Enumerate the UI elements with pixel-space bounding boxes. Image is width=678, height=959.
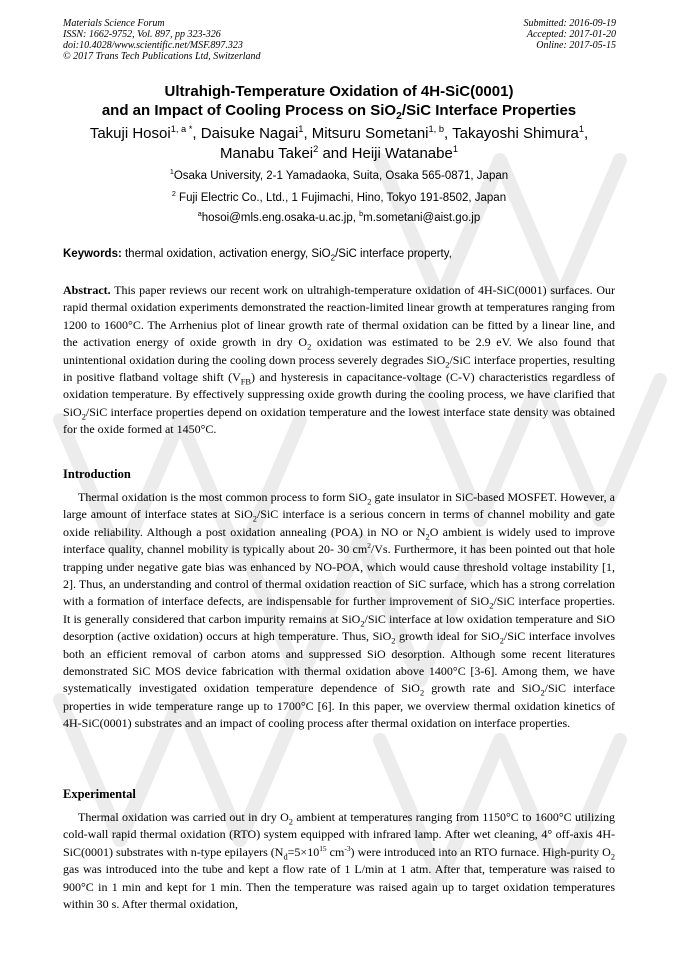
paper-title — [40, 82, 638, 120]
issn: ISSN: 1662-9752, Vol. 897, pp 323-326 — [63, 29, 221, 40]
accepted-date: Accepted: 2017-01-20 — [526, 29, 616, 40]
affiliation-2: $^2$ Fuji Electric Co., Ltd., 1 Fujimachi, Hino, Tokyo 191-8502, Japan — [171, 190, 507, 204]
author-emails: $^a$hosoi@mls.eng.osaka-u.ac.jp, $^b$m.sometani@aist.go.jp — [197, 210, 481, 224]
abstract: Abstract. This paper reviews our recent work on ultrahigh-temperature oxidation of 4H-SiC(0001) surfaces. Our rapid thermal oxidation experiments demonstrated the reaction-limited linear growth at temperatures ranging from 1200 to 1600°C. The Arrhenius plot of linear growth rate of thermal oxidation can be fitted by a linear line, and the activation energy of oxide growth in dry $O_2$ oxidation was estimated to be 2.9 eV. We also found that unintentional oxidation during the cooling down process severely degrades SiO$_2$/SiC interface properties, resulting in positive flatband voltage shift $(V_{FB})$ and hysteresis in capacitance-voltage (C-V) characteristics regardless of oxidation temperature. By effectively suppressing oxide growth during the cooling process, we have clarified that SiO$_2$/SiC interface properties depend on oxidation temperature and the lowest interface state density was obtained for the oxide formed at 1450°C. — [63, 283, 615, 437]
author-list — [40, 124, 638, 164]
copyright: © 2017 Trans Tech Publications Ltd, Switzerland — [63, 51, 261, 62]
online-date: Online: 2017-05-15 — [536, 40, 616, 51]
introduction-heading: Introduction — [63, 467, 131, 481]
author-line-1: Takuji Hosoi$^{1, a *}$, Daisuke Nagai$^1$, Mitsuru Sometani$^{1, b}$, Takayoshi Shimura$^1$, — [89, 124, 589, 142]
experimental-heading: Experimental — [63, 787, 136, 801]
dates-info — [524, 18, 617, 51]
author-line-2: Manabu Takei$^2$ and Heiji Watanabe$^1$ — [220, 144, 458, 162]
submitted-date: Submitted: 2016-09-19 — [523, 18, 616, 29]
journal-info — [63, 18, 261, 62]
affiliation-1: $^1$Osaka University, 2-1 Yamadaoka, Suita, Osaka 565-0871, Japan — [169, 168, 509, 182]
title-line-1: Ultrahigh-Temperature Oxidation of 4H-SiC(0001) — [164, 83, 514, 100]
title-line-2: and an Impact of Cooling Process on SiO$_2$/SiC Interface Properties — [101, 102, 577, 122]
abstract-label: Abstract. — [63, 283, 111, 297]
introduction-text: Thermal oxidation is the most common process to form SiO$_2$ gate insulator in SiC-based MOSFET. However, a large amount of interface states at SiO$_2$/SiC interface is a serious concern in terms of channel mobility and gate oxide reliability. Although a post oxidation annealing (POA) in NO or $N_2O$ ambient is widely used to improve interface quality, channel mobility is typically about 20- 30 $cm^2/Vs$. Furthermore, it has been pointed out that hole trapping under negative gate bias was enhanced by NO-POA, which would cause threshold voltage instability [1, 2]. Thus, an understanding and control of thermal oxidation reaction of SiC surface, which has a strong correlation with a formation of interface defects, are indispensable for further improvement of SiO$_2$/SiC interface properties. It is generally considered that carbon impurity remains at SiO$_2$/SiC interface at low oxidation temperature and SiO desorption (active oxidation) occurs at high temperature. Thus, SiO$_2$ growth ideal for SiO$_2$/SiC interface involves both an efficient removal of carbon atoms and suppressed SiO desorption. Although some recent literatures demonstrated SiC MOS device fabrication with thermal oxidation above 1400°C [3-6]. Among them, we have systematically investigated oxidation temperature dependence of SiO$_2$ growth rate and SiO$_2$/SiC interface properties in wide temperature range up to 1700°C [6]. In this paper, we overview thermal oxidation kinetics of 4H-SiC(0001) substrates and an impact of cooling process after thermal oxidation on interface properties. — [63, 490, 616, 731]
journal-name: Materials Science Forum — [63, 18, 165, 29]
experimental-text: Thermal oxidation was carried out in dry $O_2$ ambient at temperatures ranging from 1150°C to 1600°C utilizing cold-wall rapid thermal oxidation (RTO) system equipped with infrared lamp. After wet cleaning, 4° off-axis 4H-SiC(0001) substrates with n-type epilayers ($N_d=5\times 10^{15}$ $cm^{-3}$) were introduced into an RTO furnace. High-purity $O_2$ gas was introduced into the tube and kept a flow rate of 1 L/min at 1 atm. After that, temperature was raised to 900°C in 1 min and kept for 1 min. Then the temperature was raised again up to target oxidation temperatures within 30 s. After thermal oxidation, — [63, 810, 615, 912]
doi: doi:10.4028/www.scientific.net/MSF.897.323 — [63, 40, 243, 51]
keywords-label: Keywords: — [63, 248, 122, 260]
keywords: Keywords: thermal oxidation, activation energy, SiO$_2$/SiC interface property, — [63, 248, 452, 263]
